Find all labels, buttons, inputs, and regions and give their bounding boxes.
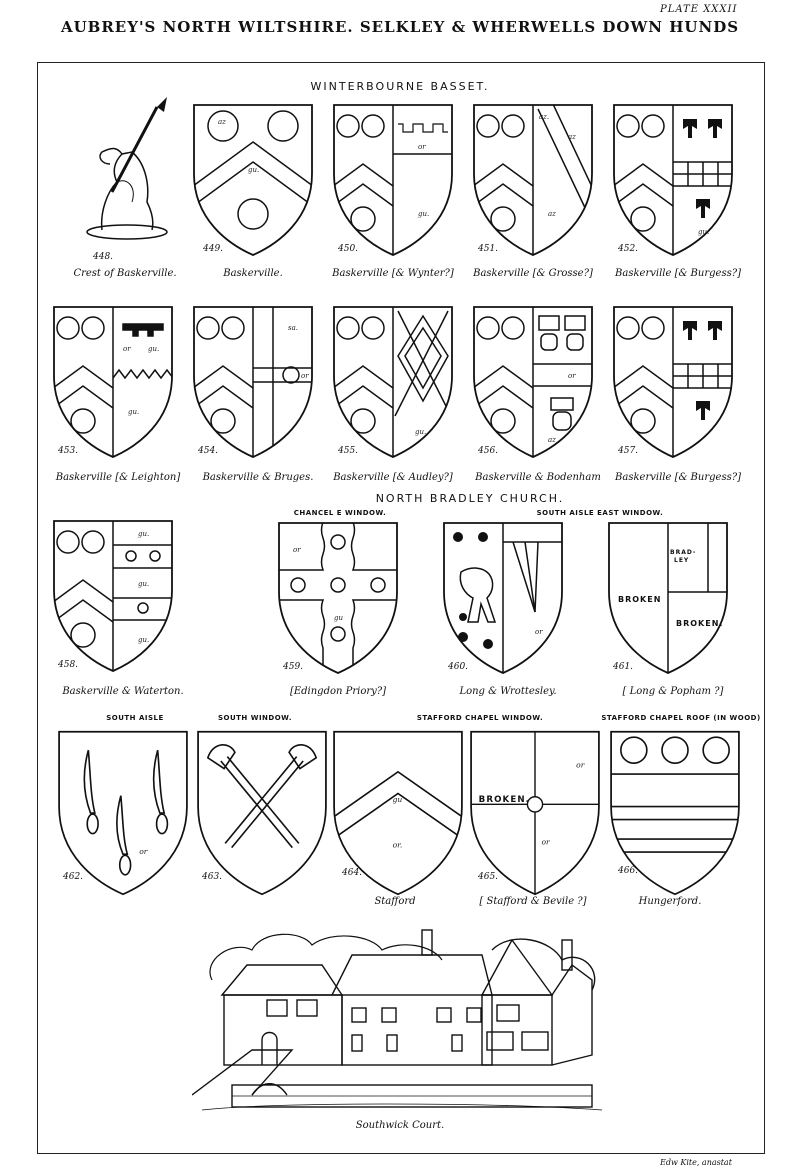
sub-heading: SOUTH AISLE EAST WINDOW. — [536, 509, 664, 517]
tincture-label: or — [293, 546, 301, 554]
tincture-label: gu. — [138, 580, 150, 588]
shield-caption: Hungerford. — [638, 896, 702, 907]
shield-number: 462. — [63, 872, 84, 882]
tincture-label: or — [568, 372, 576, 380]
shield-number: 463. — [202, 872, 223, 882]
tincture-label: or — [576, 760, 585, 770]
sub-heading: SOUTH AISLE — [106, 714, 164, 722]
tincture-label: or — [301, 372, 309, 380]
tincture-label: az — [548, 210, 556, 218]
shield-458 — [53, 520, 173, 672]
shield-caption: Crest of Baskerville. — [73, 268, 177, 279]
shield-number: 454. — [198, 446, 219, 456]
tincture-label: gu. — [138, 636, 150, 644]
sub-heading: CHANCEL E WINDOW. — [293, 509, 387, 517]
tincture-label: gu. — [138, 530, 150, 538]
shield-number: 451. — [478, 244, 499, 254]
tincture-label: gu. — [248, 166, 260, 174]
shield-caption: Baskerville & Bruges. — [202, 472, 314, 483]
shield-451 — [473, 104, 593, 256]
broken-label: LEY — [674, 557, 690, 564]
shield-caption: [Edingdon Priory?] — [289, 686, 387, 697]
shield-caption: Baskerville [& Leighton] — [55, 472, 181, 483]
tincture-label: or. — [392, 840, 403, 850]
section-title-winterbourne: WINTERBOURNE BASSET. — [310, 80, 490, 93]
tincture-label: gu. — [418, 210, 430, 218]
shield-number: 457. — [618, 446, 639, 456]
shield-caption: [ Long & Popham ?] — [622, 686, 724, 697]
shield-caption: Stafford — [374, 896, 416, 907]
sub-heading: STAFFORD CHAPEL ROOF (IN WOOD) — [601, 714, 761, 722]
tincture-label: az — [218, 118, 226, 126]
shield-number: 452. — [618, 244, 639, 254]
shield-caption: Baskerville [& Burgess?] — [615, 268, 741, 279]
shield-number: 465. — [478, 872, 499, 882]
shield-461 — [608, 522, 728, 674]
shield-caption: Baskerville [& Burgess?] — [615, 472, 741, 483]
shield-caption: Baskerville [& Audley?] — [333, 472, 453, 483]
tincture-label: az — [548, 436, 556, 444]
shield-caption: Long & Wrottesley. — [459, 686, 557, 697]
tincture-label: or — [123, 345, 131, 353]
shield-453 — [53, 306, 173, 458]
drawing-caption: Southwick Court. — [355, 1120, 445, 1131]
shield-caption: Baskerville. — [223, 268, 283, 279]
southwick-court-drawing — [192, 920, 612, 1124]
plate-number: PLATE XXXII — [660, 4, 738, 15]
broken-label: BRAD- — [670, 549, 697, 556]
shield-number: 459. — [283, 662, 304, 672]
shield-number: 461. — [613, 662, 634, 672]
tincture-label: gu. — [128, 408, 140, 416]
tincture-label: az. — [539, 113, 550, 121]
shield-number: 466. — [618, 866, 639, 876]
shield-caption: Baskerville & Waterton. — [62, 686, 184, 697]
tincture-label: gu. — [698, 228, 710, 236]
artist-credit: Edw Kite, anastat — [660, 1158, 732, 1167]
sub-heading: SOUTH WINDOW. — [217, 714, 292, 722]
crest-baskerville — [72, 92, 192, 252]
shield-450 — [333, 104, 453, 256]
tincture-label: gu — [334, 614, 343, 622]
shield-number: 464. — [342, 868, 363, 878]
shield-460 — [443, 522, 563, 674]
shield-number: 449. — [203, 244, 224, 254]
tincture-label: or — [541, 837, 550, 847]
section-title-north-bradley: NORTH BRADLEY CHURCH. — [375, 492, 565, 505]
shield-456 — [473, 306, 593, 458]
shield-455 — [333, 306, 453, 458]
shield-number: 456. — [478, 446, 499, 456]
shield-number: 455. — [338, 446, 359, 456]
shield-number: 460. — [448, 662, 469, 672]
tincture-label: sa. — [288, 324, 298, 332]
shield-number: 458. — [58, 660, 79, 670]
broken-label: BROKEN. — [478, 795, 531, 806]
broken-label: BROKEN — [618, 595, 662, 604]
tincture-label: gu. — [415, 428, 427, 436]
sub-heading: STAFFORD CHAPEL WINDOW. — [416, 714, 544, 722]
shield-459 — [278, 522, 398, 674]
tincture-label: or — [139, 847, 148, 857]
tincture-label: az — [568, 133, 576, 141]
shield-452 — [613, 104, 733, 256]
shield-number: 448. — [93, 252, 114, 262]
plate-title: AUBREY'S NORTH WILTSHIRE. SELKLEY & WHERWELLS DOWN HUNDS — [60, 18, 740, 36]
shield-449 — [193, 104, 313, 256]
shield-caption: Baskerville [& Grosse?] — [473, 268, 593, 279]
tincture-label: or — [535, 628, 543, 636]
tincture-label: gu. — [148, 345, 160, 353]
shield-number: 453. — [58, 446, 79, 456]
tincture-label: gu — [392, 795, 403, 805]
shield-454 — [193, 306, 313, 458]
shield-caption: [ Stafford & Bevile ?] — [479, 896, 587, 907]
shield-457 — [613, 306, 733, 458]
broken-label: BROKEN. — [676, 619, 724, 628]
shield-number: 450. — [338, 244, 359, 254]
shield-caption: Baskerville [& Wynter?] — [332, 268, 454, 279]
tincture-label: or — [418, 143, 426, 151]
shield-caption: Baskerville & Bodenham — [475, 472, 601, 483]
